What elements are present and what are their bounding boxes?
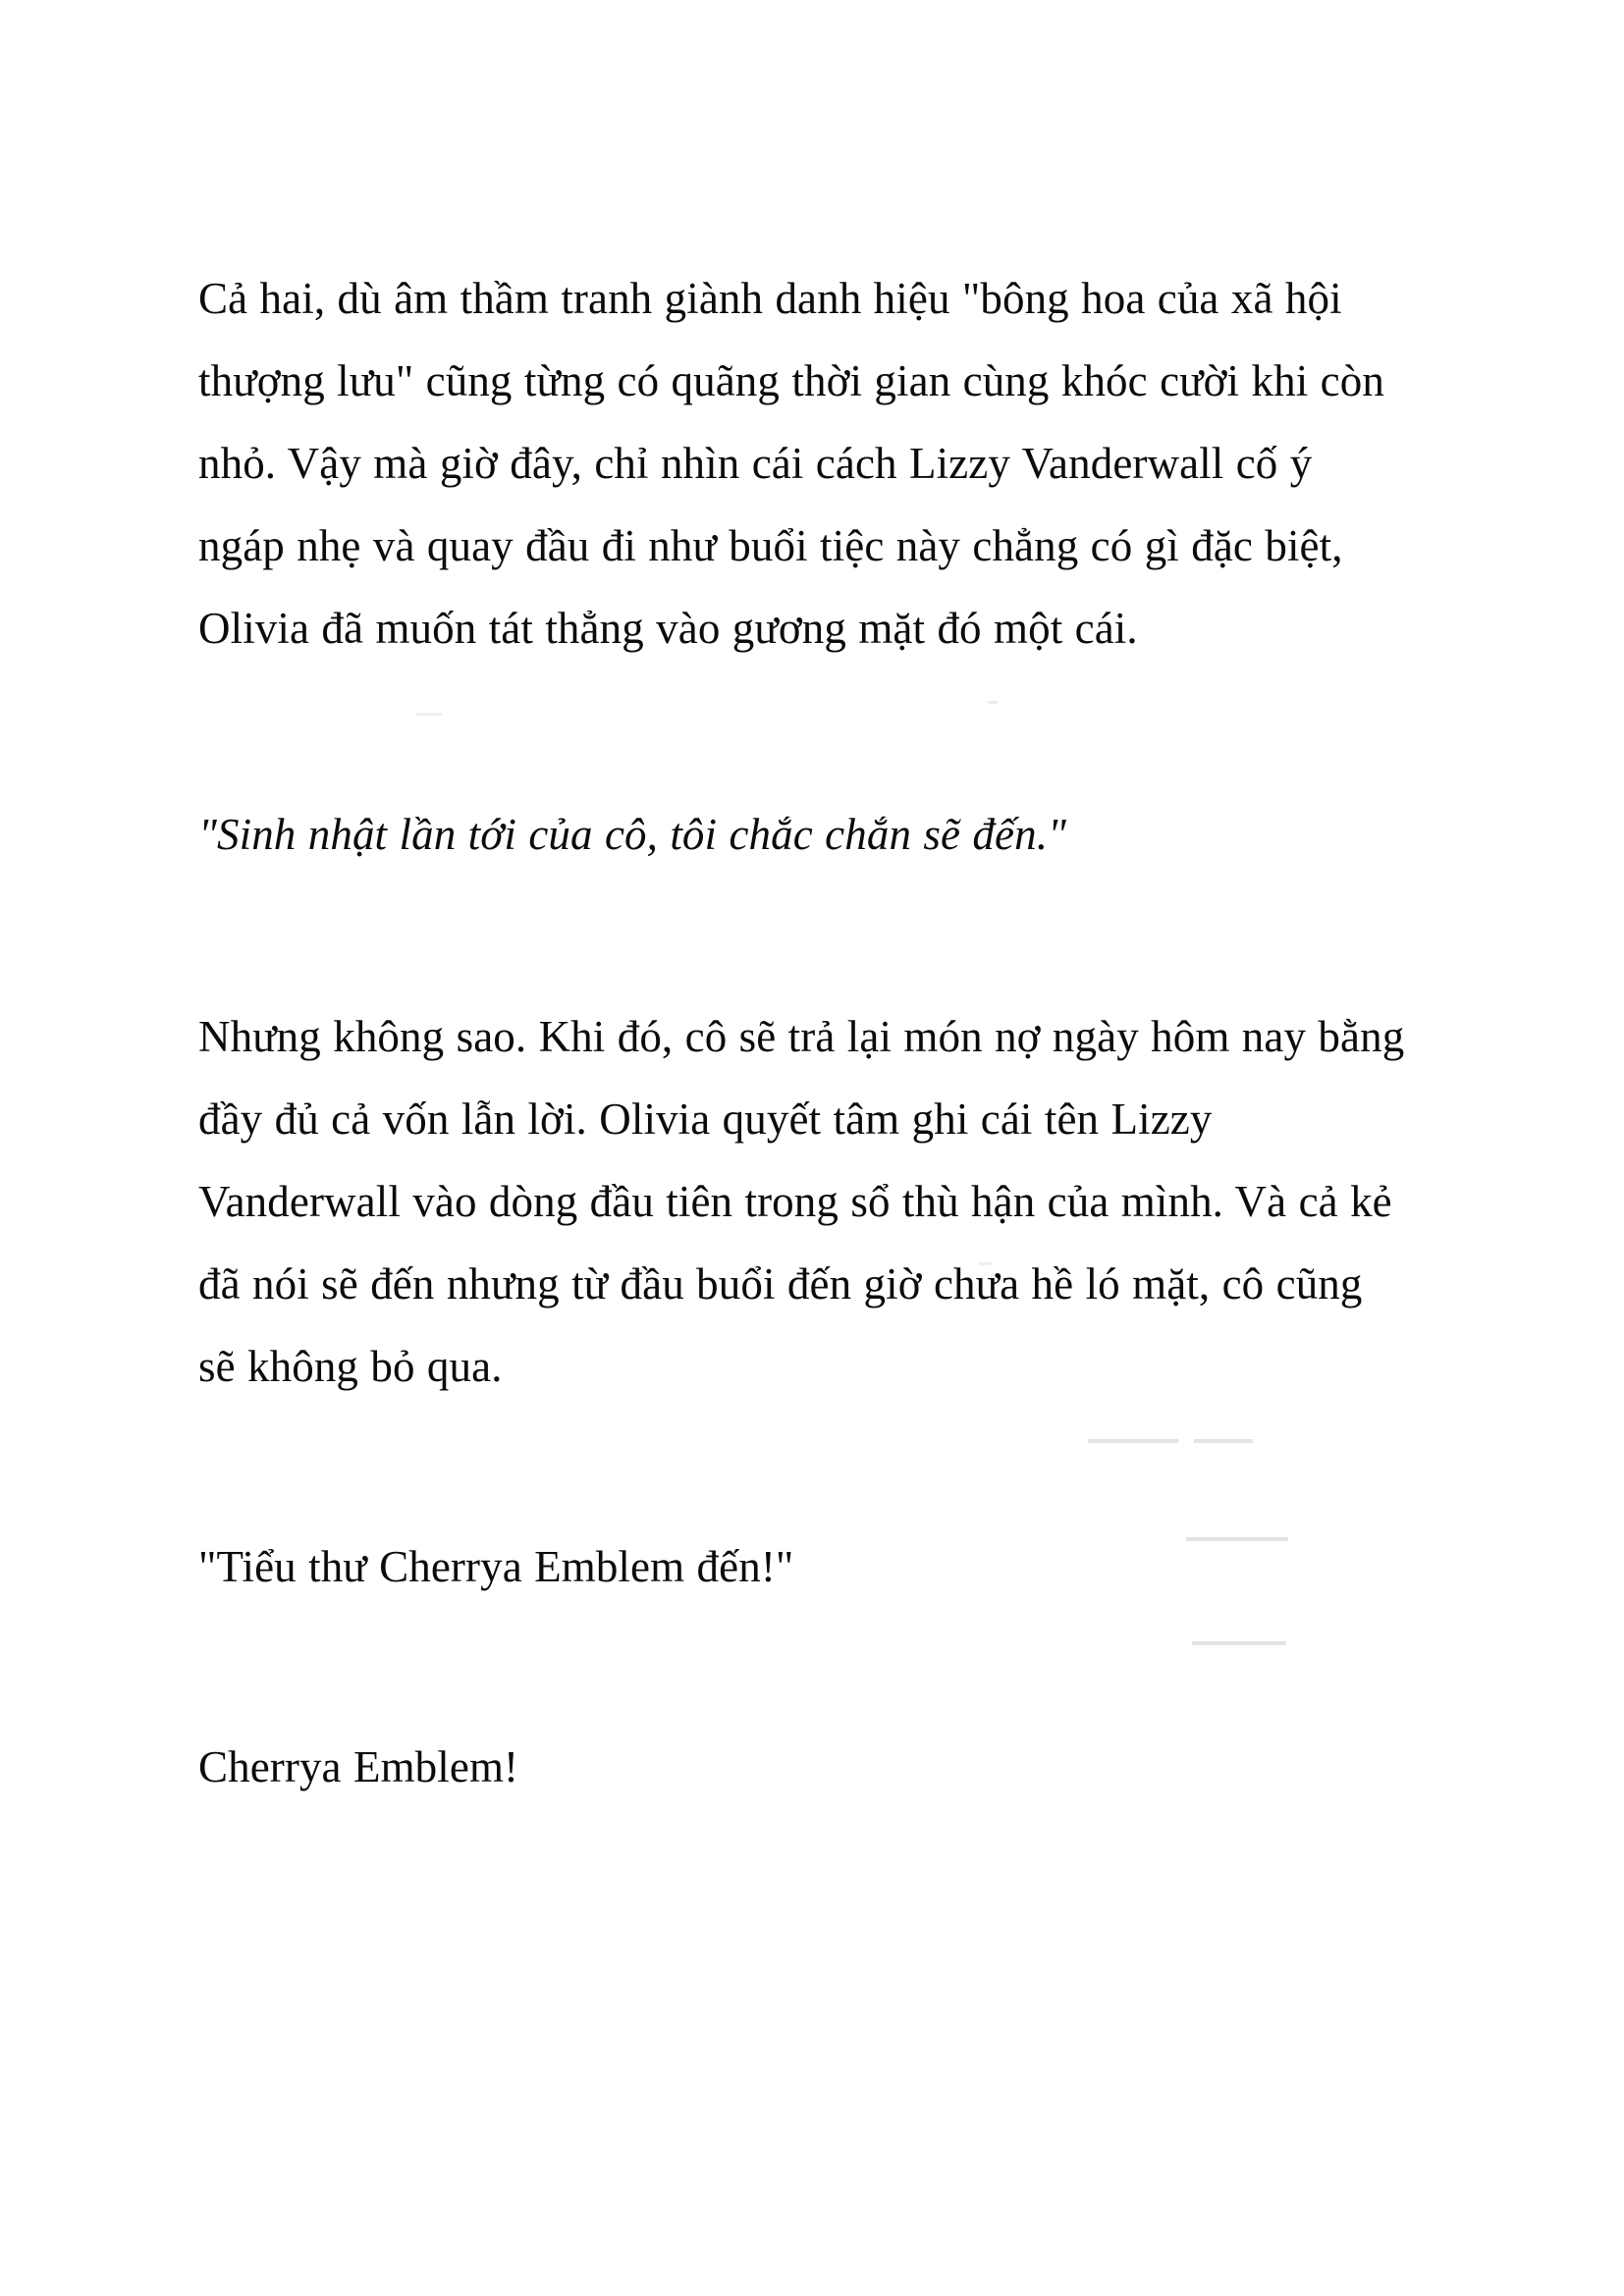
paragraph-1: Cả hai, dù âm thầm tranh giành danh hiệu "bông hoa của xã hội thượng lưu" cũng từng có quãng thời gian cùng khóc cười khi còn nhỏ. Vậy mà giờ đây, chỉ nhìn cái cách Lizzy Vanderwall cố ý ngáp nhẹ và quay đầu đi như buổi tiệc này chẳng có gì đặc biệt, Olivia đã muốn tát thẳng vào gương mặt đó một cái. (198, 274, 1397, 653)
paragraph-spacer (198, 1608, 1406, 1726)
paragraph-3: Nhưng không sao. Khi đó, cô sẽ trả lại món nợ ngày hôm nay bằng đầy đủ cả vốn lẫn lời. Olivia quyết tâm ghi cái tên Lizzy Vanderwall vào dòng đầu tiên trong sổ thù hận của mình. Và cả kẻ đã nói sẽ đến nhưng từ đầu buổi đến giờ chưa hề ló mặt, cô cũng sẽ không bỏ qua. (198, 1012, 1417, 1391)
paragraph-2-quote: "Sinh nhật lần tới của cô, tôi chắc chắn sẽ đến." (198, 810, 1067, 859)
paragraph-spacer (198, 1408, 1406, 1525)
paragraph-spacer (198, 669, 1406, 793)
paragraph-spacer (198, 876, 1406, 995)
paragraph-5: Cherrya Emblem! (198, 1742, 519, 1791)
text-column (198, 257, 1417, 1808)
paragraph-4-announcement: "Tiểu thư Cherrya Emblem đến!" (198, 1542, 794, 1591)
